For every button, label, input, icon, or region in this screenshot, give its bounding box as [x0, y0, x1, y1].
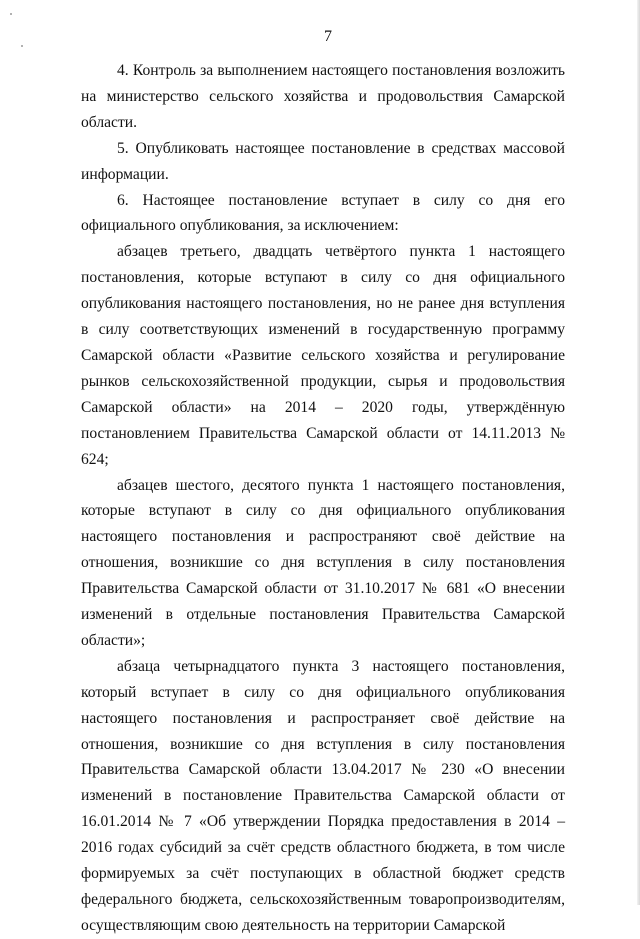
document-body: [81, 58, 565, 939]
paragraph-exception-3: абзаца четырнадцатого пункта 3 настоящего постановления, который вступает в силу со дня официального опубликования настоящего постановления и распространяет своё действие на отношения, возникшие со дня вступления в силу постановления Правительства Самарской области 13.04.2017 № 230 «О внесении изменений в постановление Правительства Самарской области от 16.01.2014 № 7 «Об утверждении Порядка предоставления в 2014 – 2016 годах субсидий за счёт средств областного бюджета, в том числе формируемых за счёт поступающих в областной бюджет средств федерального бюджета, сельскохозяйственным товаропроизводителям, осуществляющим свою деятельность на территории Самарской: [81, 657, 565, 934]
page-number: 7: [324, 28, 332, 45]
paragraph-item-5: 5. Опубликовать настоящее постановление в средствах массовой информации.: [81, 139, 565, 183]
paragraph-exception-2: абзацев шестого, десятого пункта 1 настоящего постановления, которые вступают в силу со дня официального опубликования настоящего постановления и распространяют своё действие на отношения, возникшие со дня вступления в силу постановления Правительства Самарской области от 31.10.2017 № 681 «О внесении изменений в отдельные постановления Правительства Самарской области»;: [81, 476, 565, 649]
paragraph-item-4: 4. Контроль за выполнением настоящего постановления возложить на министерство сельского хозяйства и продовольствия Самарской области.: [81, 62, 565, 131]
paragraph-exception-1: абзацев третьего, двадцать четвёртого пункта 1 настоящего постановления, которые вступают в силу со дня официального опубликования настоящего постановления, но не ранее дня вступления в силу соответствующих изменений в государственную программу Самарской области «Развитие сельского хозяйства и регулирование рынков сельскохозяйственной продукции, сырья и продовольствия Самарской области» на 2014 – 2020 годы, утверждённую постановлением Правительства Самарской области от 14.11.2013 № 624;: [81, 243, 565, 468]
scan-speck: [10, 13, 12, 15]
paragraph-item-6: 6. Настоящее постановление вступает в силу со дня его официального опубликования, за исключением:: [81, 191, 565, 235]
